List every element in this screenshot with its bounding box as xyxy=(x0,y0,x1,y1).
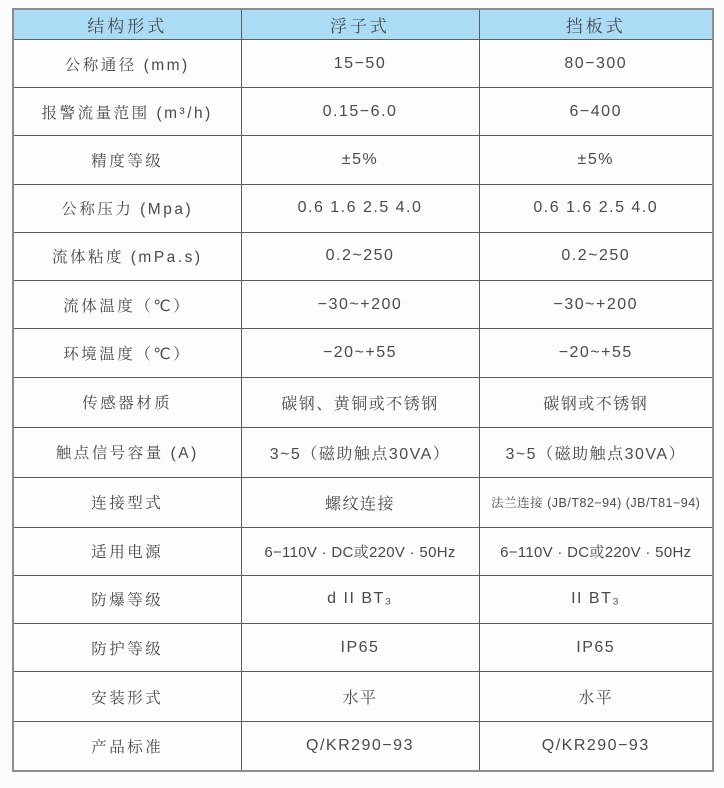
row-label-accuracy-class: 精度等级 xyxy=(13,136,241,184)
table-row xyxy=(13,672,713,722)
row-label-fluid-temperature: 流体温度（℃） xyxy=(13,281,241,329)
cell-float-fluid-temperature: −30~+200 xyxy=(241,281,479,329)
cell-float-installation-type: 水平 xyxy=(241,672,479,722)
table-row xyxy=(13,232,713,280)
cell-baffle-connection-type: 法兰连接 (JB/T82−94) (JB/T81−94) xyxy=(479,477,713,527)
cell-baffle-nominal-diameter: 80−300 xyxy=(479,40,713,88)
row-label-nominal-diameter: 公称通径 (mm) xyxy=(13,40,241,88)
cell-baffle-product-standard: Q/KR290−93 xyxy=(479,722,713,771)
table-row xyxy=(13,427,713,477)
table-row xyxy=(13,136,713,184)
row-label-nominal-pressure: 公称压力 (Mpa) xyxy=(13,184,241,232)
spec-table-container xyxy=(12,8,714,772)
header-row xyxy=(13,9,713,40)
row-label-fluid-viscosity: 流体粘度 (mPa.s) xyxy=(13,232,241,280)
cell-baffle-installation-type: 水平 xyxy=(479,672,713,722)
cell-float-protection-grade: IP65 xyxy=(241,624,479,672)
header-baffle-type: 挡板式 xyxy=(479,9,713,40)
table-row xyxy=(13,575,713,623)
cell-float-nominal-diameter: 15−50 xyxy=(241,40,479,88)
cell-baffle-accuracy-class: ±5% xyxy=(479,136,713,184)
cell-float-connection-type: 螺纹连接 xyxy=(241,477,479,527)
spec-table xyxy=(12,8,714,772)
cell-float-power-supply: 6−110V · DC或220V · 50Hz xyxy=(241,527,479,575)
row-label-alarm-flow-range: 报警流量范围 (m³/h) xyxy=(13,88,241,136)
header-structure-type: 结构形式 xyxy=(13,9,241,40)
cell-baffle-explosion-proof-grade: II BT₃ xyxy=(479,575,713,623)
cell-baffle-nominal-pressure: 0.6 1.6 2.5 4.0 xyxy=(479,184,713,232)
cell-baffle-contact-signal-capacity: 3~5（磁助触点30VA） xyxy=(479,427,713,477)
cell-float-accuracy-class: ±5% xyxy=(241,136,479,184)
cell-baffle-alarm-flow-range: 6−400 xyxy=(479,88,713,136)
row-label-explosion-proof-grade: 防爆等级 xyxy=(13,575,241,623)
cell-float-nominal-pressure: 0.6 1.6 2.5 4.0 xyxy=(241,184,479,232)
row-label-protection-grade: 防护等级 xyxy=(13,624,241,672)
cell-baffle-sensor-material: 碳钢或不锈钢 xyxy=(479,377,713,427)
row-label-sensor-material: 传感器材质 xyxy=(13,377,241,427)
table-row xyxy=(13,377,713,427)
cell-float-product-standard: Q/KR290−93 xyxy=(241,722,479,771)
cell-float-fluid-viscosity: 0.2~250 xyxy=(241,232,479,280)
cell-float-contact-signal-capacity: 3~5（磁助触点30VA） xyxy=(241,427,479,477)
cell-float-sensor-material: 碳钢、黄铜或不锈钢 xyxy=(241,377,479,427)
table-row xyxy=(13,329,713,377)
table-row xyxy=(13,281,713,329)
cell-float-alarm-flow-range: 0.15−6.0 xyxy=(241,88,479,136)
table-row xyxy=(13,722,713,771)
row-label-installation-type: 安装形式 xyxy=(13,672,241,722)
row-label-connection-type: 连接型式 xyxy=(13,477,241,527)
table-row xyxy=(13,477,713,527)
cell-float-explosion-proof-grade: d II BT₃ xyxy=(241,575,479,623)
header-float-type: 浮子式 xyxy=(241,9,479,40)
cell-baffle-fluid-viscosity: 0.2~250 xyxy=(479,232,713,280)
cell-baffle-fluid-temperature: −30~+200 xyxy=(479,281,713,329)
row-label-product-standard: 产品标准 xyxy=(13,722,241,771)
cell-baffle-power-supply: 6−110V · DC或220V · 50Hz xyxy=(479,527,713,575)
row-label-contact-signal-capacity: 触点信号容量 (A) xyxy=(13,427,241,477)
row-label-power-supply: 适用电源 xyxy=(13,527,241,575)
table-row xyxy=(13,527,713,575)
row-label-ambient-temperature: 环境温度（℃） xyxy=(13,329,241,377)
table-row xyxy=(13,88,713,136)
cell-baffle-ambient-temperature: −20~+55 xyxy=(479,329,713,377)
cell-float-ambient-temperature: −20~+55 xyxy=(241,329,479,377)
table-row xyxy=(13,40,713,88)
table-row xyxy=(13,624,713,672)
cell-baffle-protection-grade: IP65 xyxy=(479,624,713,672)
table-row xyxy=(13,184,713,232)
